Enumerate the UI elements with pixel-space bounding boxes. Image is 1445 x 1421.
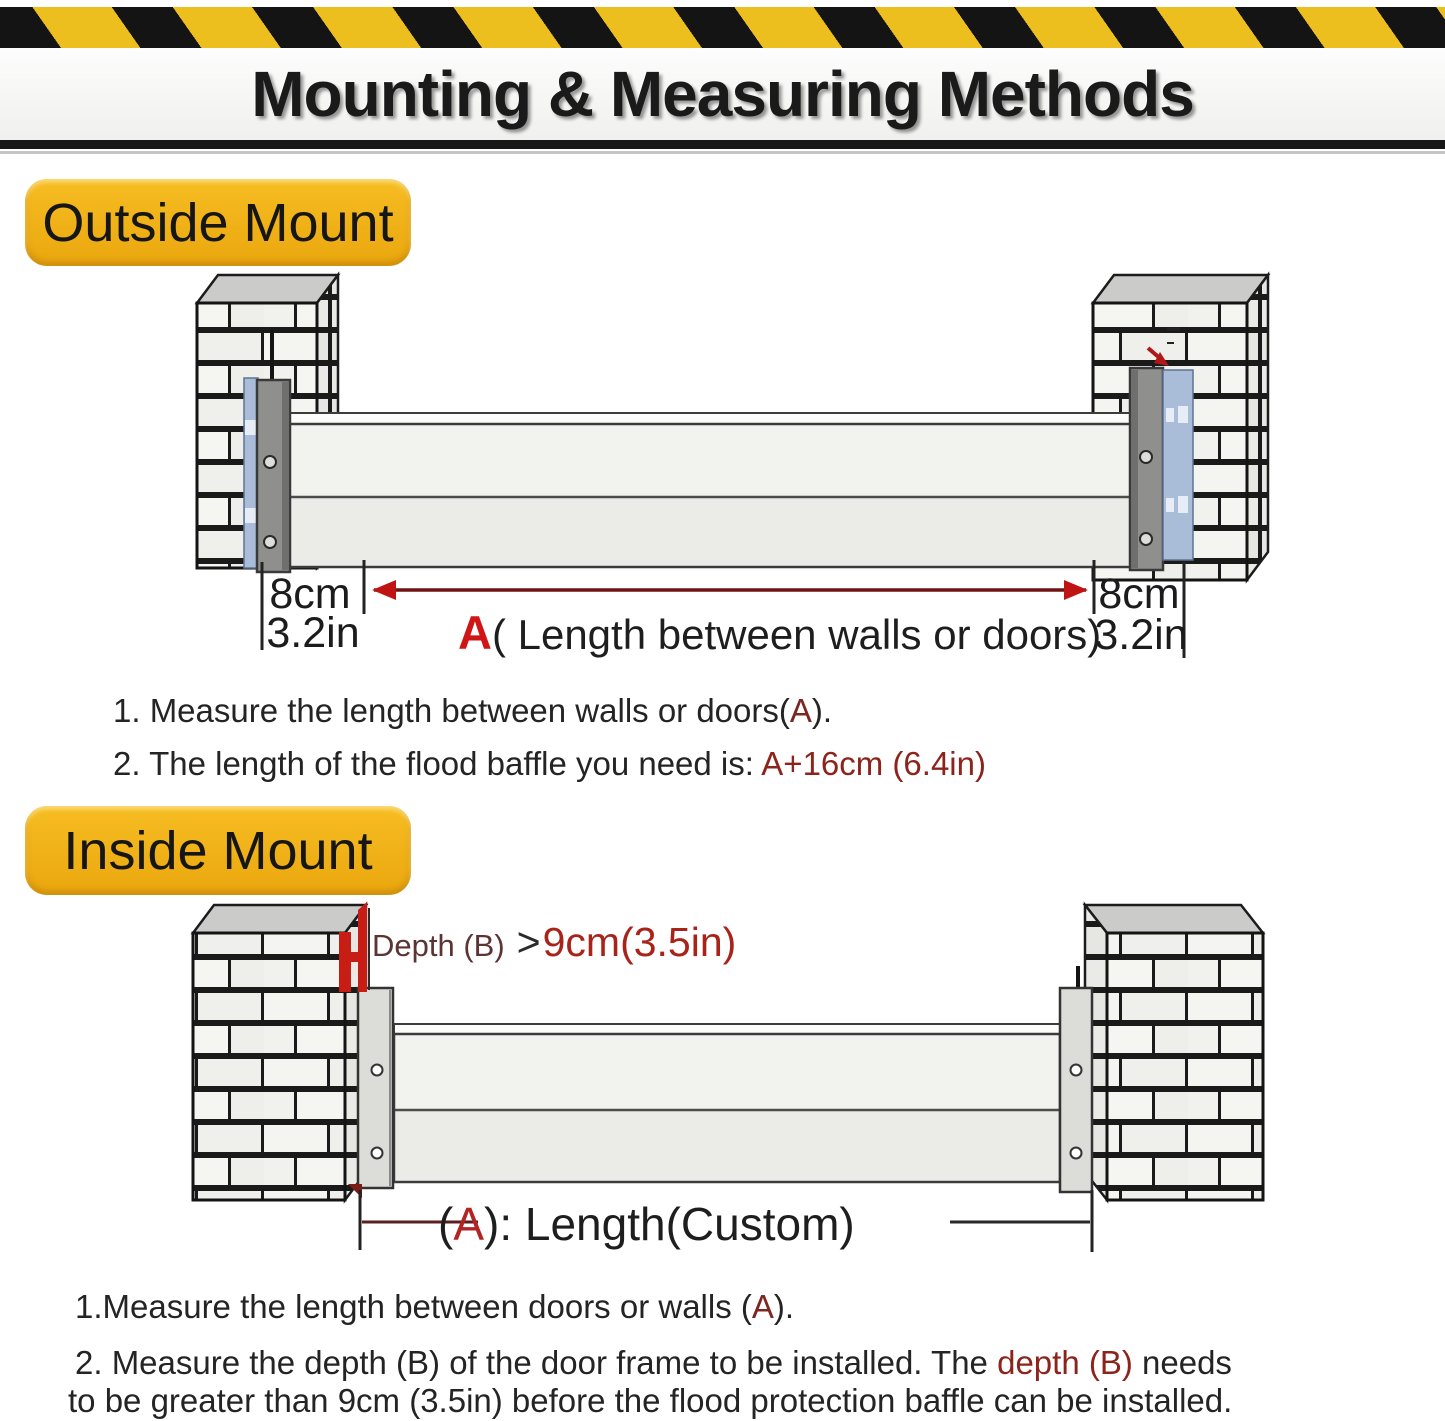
- outside-mount-steps: [113, 692, 986, 783]
- depth-gt-sign: >: [516, 919, 541, 965]
- depth-value: 9cm(3.5in): [542, 919, 737, 965]
- length-a-letter: A: [458, 606, 492, 659]
- inside-step-1-end: ).: [773, 1288, 795, 1325]
- inside-step-2-needs: needs: [1132, 1344, 1232, 1381]
- inside-mount-diagram: [0, 895, 1445, 1267]
- outside-step-1-text: 1. Measure the length between walls or doors(: [113, 692, 790, 729]
- inside-mount-label: [25, 806, 411, 895]
- length-arrow: [372, 580, 1088, 600]
- outside-dimension-annotation: [262, 560, 1188, 659]
- page-title: Mounting & Measuring Methods: [251, 58, 1194, 130]
- right-offset-cm: 8cm: [1098, 570, 1180, 618]
- left-offset-in: 3.2in: [266, 609, 360, 657]
- left-offset-cm: 8cm: [269, 570, 351, 618]
- outside-step-2: [113, 745, 986, 783]
- right-brick-pillar: [1085, 905, 1263, 1200]
- outside-step-2-formula: A+16cm (6.4in): [761, 745, 986, 782]
- length-custom-label: [438, 1198, 855, 1250]
- depth-label-text: Depth (B): [372, 928, 505, 963]
- outside-step-1: [113, 692, 986, 730]
- outside-step-1-end: ).: [811, 692, 833, 729]
- length-custom-open: (: [438, 1198, 454, 1250]
- inside-step-1-text: 1.Measure the length between doors or walls (: [75, 1288, 752, 1325]
- header-divider: [0, 140, 1445, 149]
- depth-label: [372, 919, 736, 965]
- outside-mount-diagram: [0, 260, 1445, 665]
- inside-step-1-a: A: [751, 1288, 774, 1325]
- inside-mount-label-text: Inside Mount: [63, 820, 373, 881]
- header-divider-shadow: [0, 151, 1445, 154]
- outside-step-2-text: 2. The length of the flood baffle you need is:: [113, 745, 762, 782]
- inside-step-2-line-2: to be greater than 9cm (3.5in) before the flood protection baffle can be installed.: [68, 1382, 1233, 1419]
- length-custom-a: A: [453, 1198, 485, 1250]
- length-a-text: ( Length between walls or doors): [491, 611, 1102, 658]
- length-custom-text: ): Length(Custom): [484, 1198, 855, 1250]
- inside-step-1: [75, 1288, 1232, 1326]
- left-channel-bracket: [358, 988, 393, 1188]
- length-a-label: [458, 606, 1101, 659]
- right-offset-in: 3.2in: [1094, 611, 1188, 659]
- inside-step-2-line-1: [75, 1344, 1232, 1382]
- inside-mount-steps: [68, 1288, 1233, 1420]
- outside-step-1-a: A: [789, 692, 812, 729]
- inside-step-2-depth: depth (B): [997, 1344, 1133, 1381]
- flood-barrier: [394, 1024, 1060, 1182]
- right-channel-bracket: [1060, 966, 1092, 1192]
- header: [0, 48, 1445, 140]
- inside-step-2: [68, 1344, 1233, 1420]
- outside-mount-label-text: Outside Mount: [42, 192, 394, 253]
- outside-mount-label: [25, 179, 411, 266]
- inside-dimension-annotation: [348, 1184, 1092, 1252]
- hazard-stripe-banner: [0, 7, 1445, 48]
- inside-step-2-text: 2. Measure the depth (B) of the door frame to be installed. The: [75, 1344, 998, 1381]
- depth-annotation: [372, 919, 736, 965]
- flood-barrier: [289, 413, 1138, 567]
